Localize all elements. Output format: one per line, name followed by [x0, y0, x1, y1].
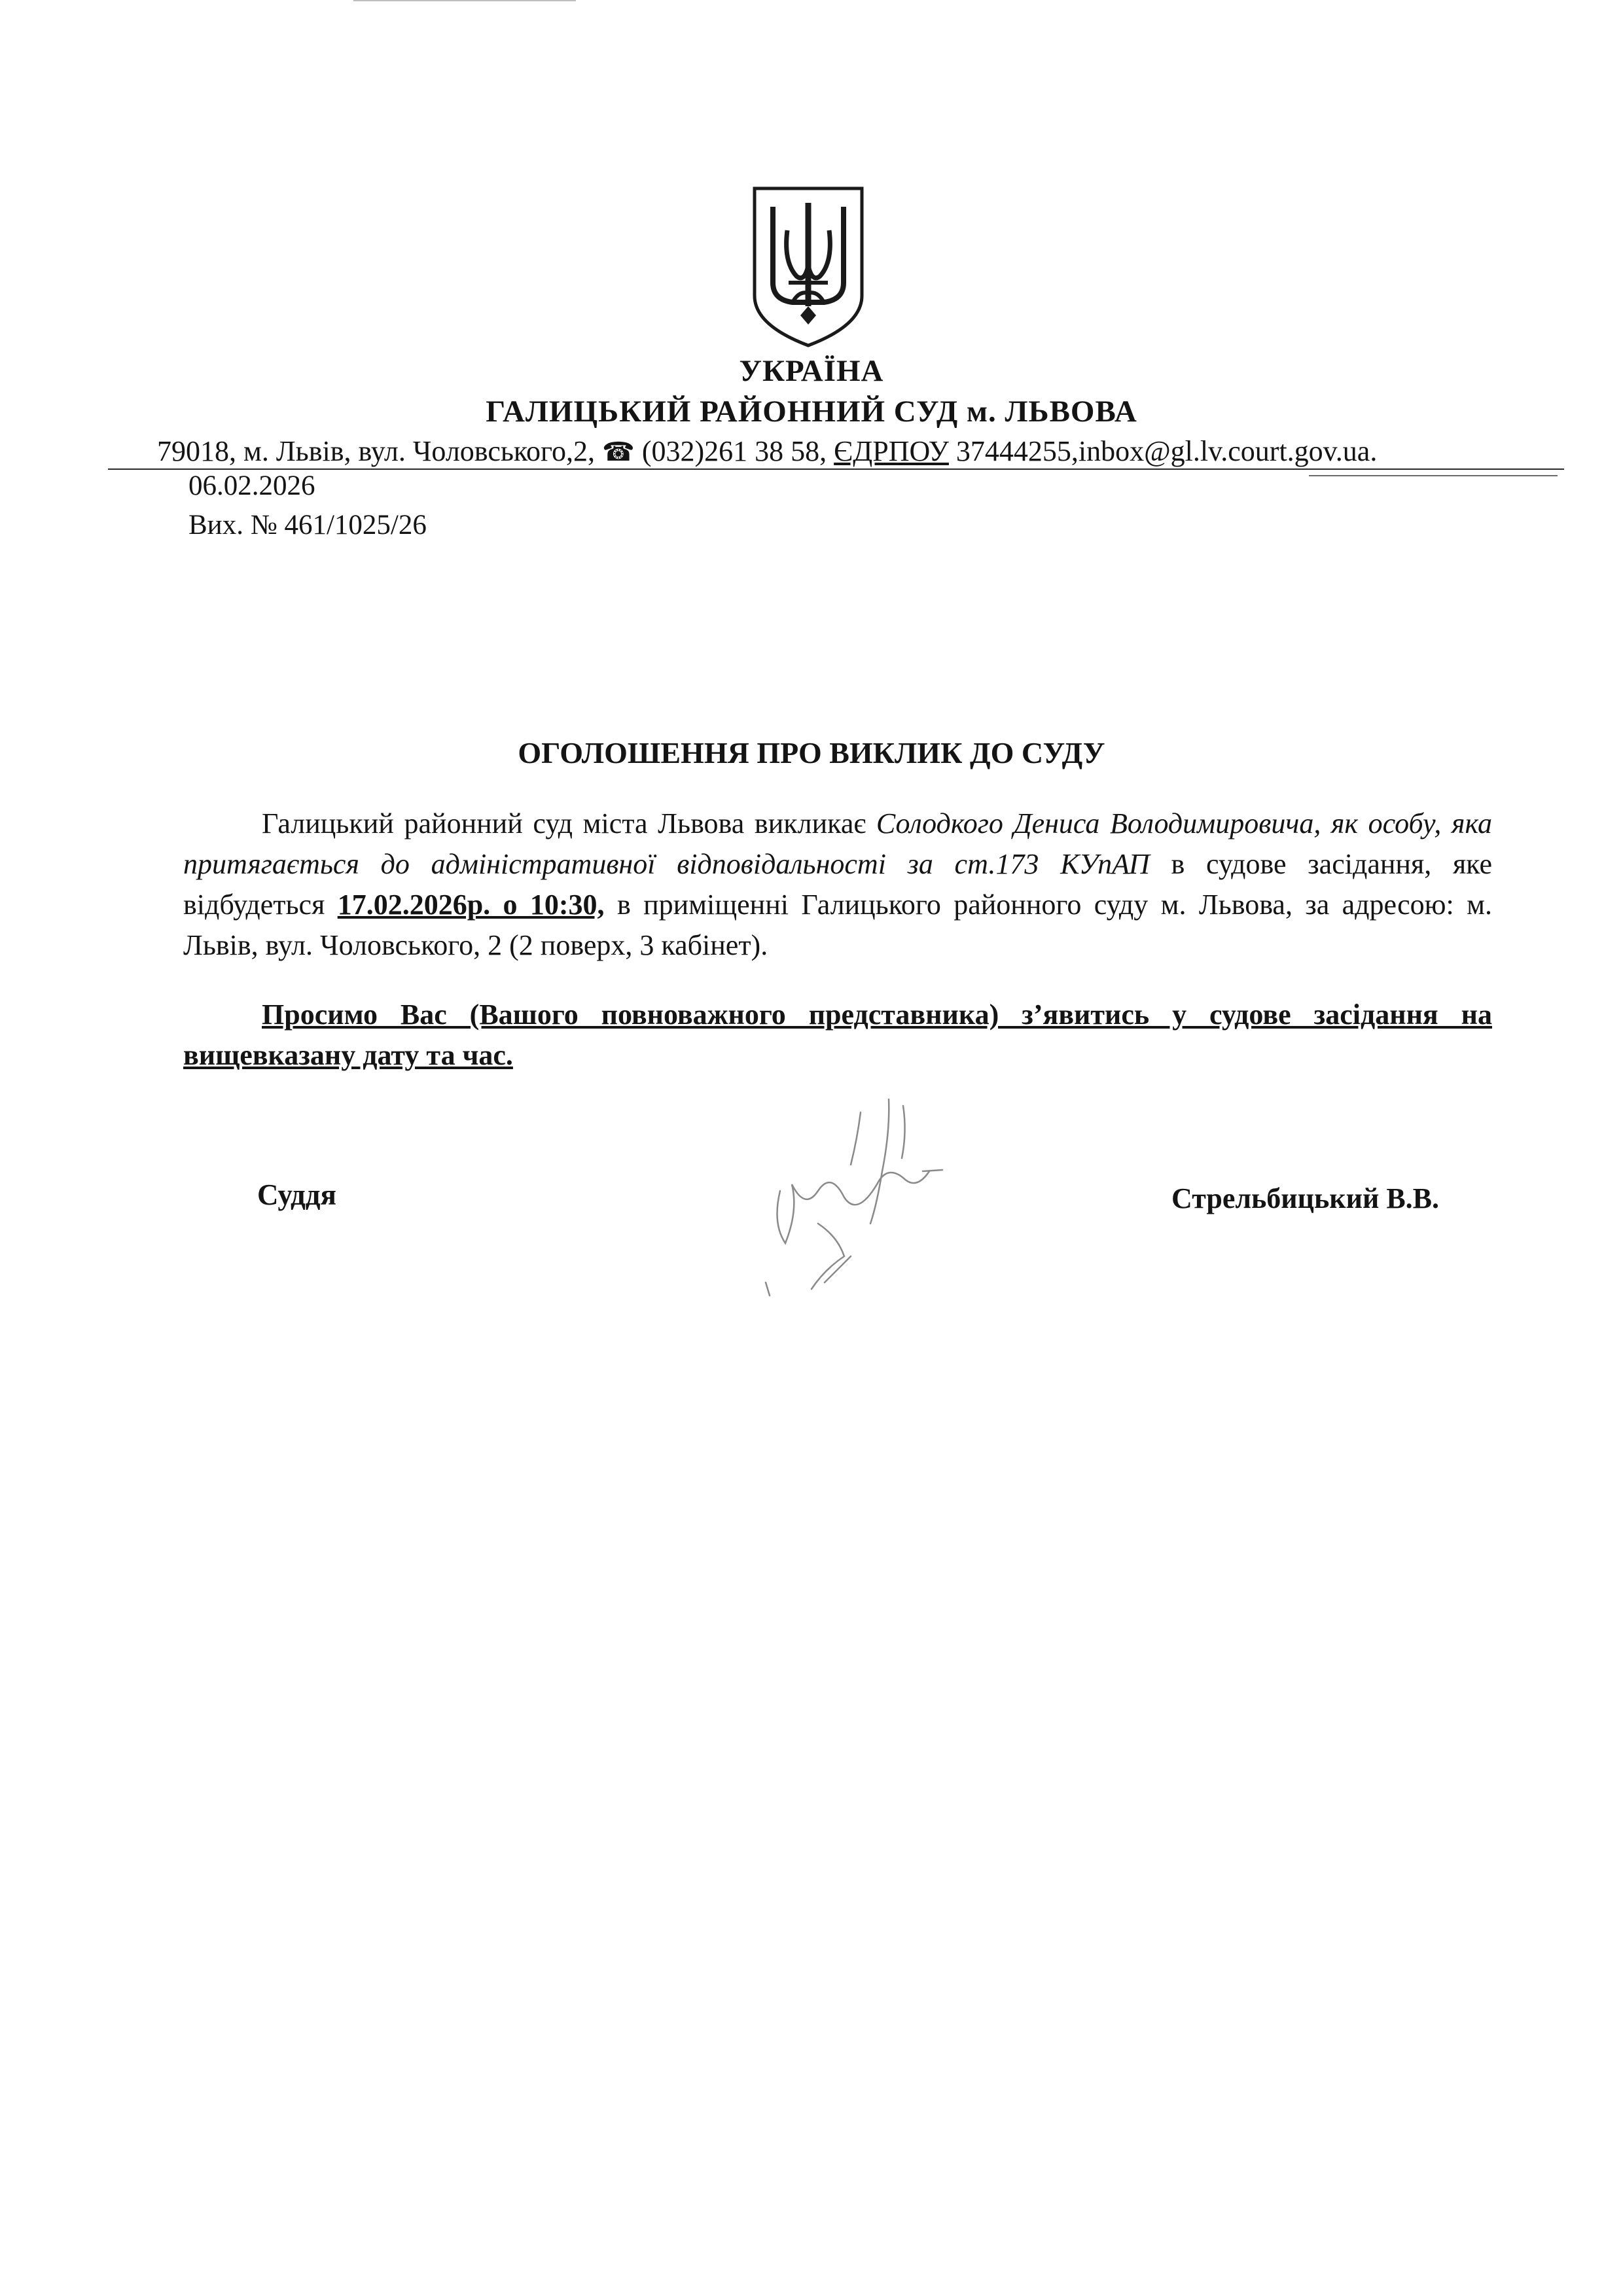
handwritten-signature-icon [746, 1093, 995, 1309]
scan-artifact-line [353, 0, 576, 1]
summoned-person: Солодкого Дениса Володимировича, як особу, яка притягається до адміністративної відповідальності за ст.173 КУпАП [183, 807, 1492, 880]
document-date: 06.02.2026 [188, 470, 315, 501]
court-address: 79018, м. Львів, вул. Чоловського,2, [157, 435, 596, 467]
notice-body-paragraph [183, 804, 1492, 966]
phone-icon: ☎ [602, 437, 635, 467]
body-intro: Галицький районний суд міста Львова викликає [262, 807, 866, 839]
judge-name: Стрельбицький В.В. [1171, 1182, 1440, 1214]
body-middle: в судове засідання, яке відбудеться [183, 848, 1492, 921]
header-divider [108, 468, 1564, 470]
court-phone: (032)261 38 58, [641, 435, 827, 467]
outgoing-number: Вих. № 461/1025/26 [188, 510, 427, 540]
court-heading: ГАЛИЦЬКИЙ РАЙОННИЙ СУД м. ЛЬВОВА [486, 395, 1137, 429]
header-divider-secondary [1309, 475, 1558, 476]
court-contact-line [157, 434, 1377, 468]
edrpou-and-email: 37444255,inbox@gl.lv.court.gov.ua. [955, 435, 1378, 467]
appearance-request [183, 995, 1492, 1076]
notice-title: ОГОЛОШЕННЯ ПРО ВИКЛИК ДО СУДУ [518, 736, 1105, 769]
body-location: в приміщенні Галицького районного суду м. Львова, за адресою: м. Львів, вул. Чоловського, 2 (2 поверх, 3 кабінет). [183, 889, 1492, 961]
judge-label: Суддя [257, 1178, 336, 1211]
hearing-datetime: 17.02.2026р. о 10:30, [337, 889, 605, 921]
country-heading: УКРАЇНА [739, 354, 884, 388]
edrpou-label: ЄДРПОУ [834, 435, 949, 467]
trident-emblem-icon [749, 185, 867, 349]
appearance-request-text: Просимо Вас (Вашого повноважного представника) з’явитись у судове засідання на вищевказану дату та час. [183, 998, 1492, 1071]
